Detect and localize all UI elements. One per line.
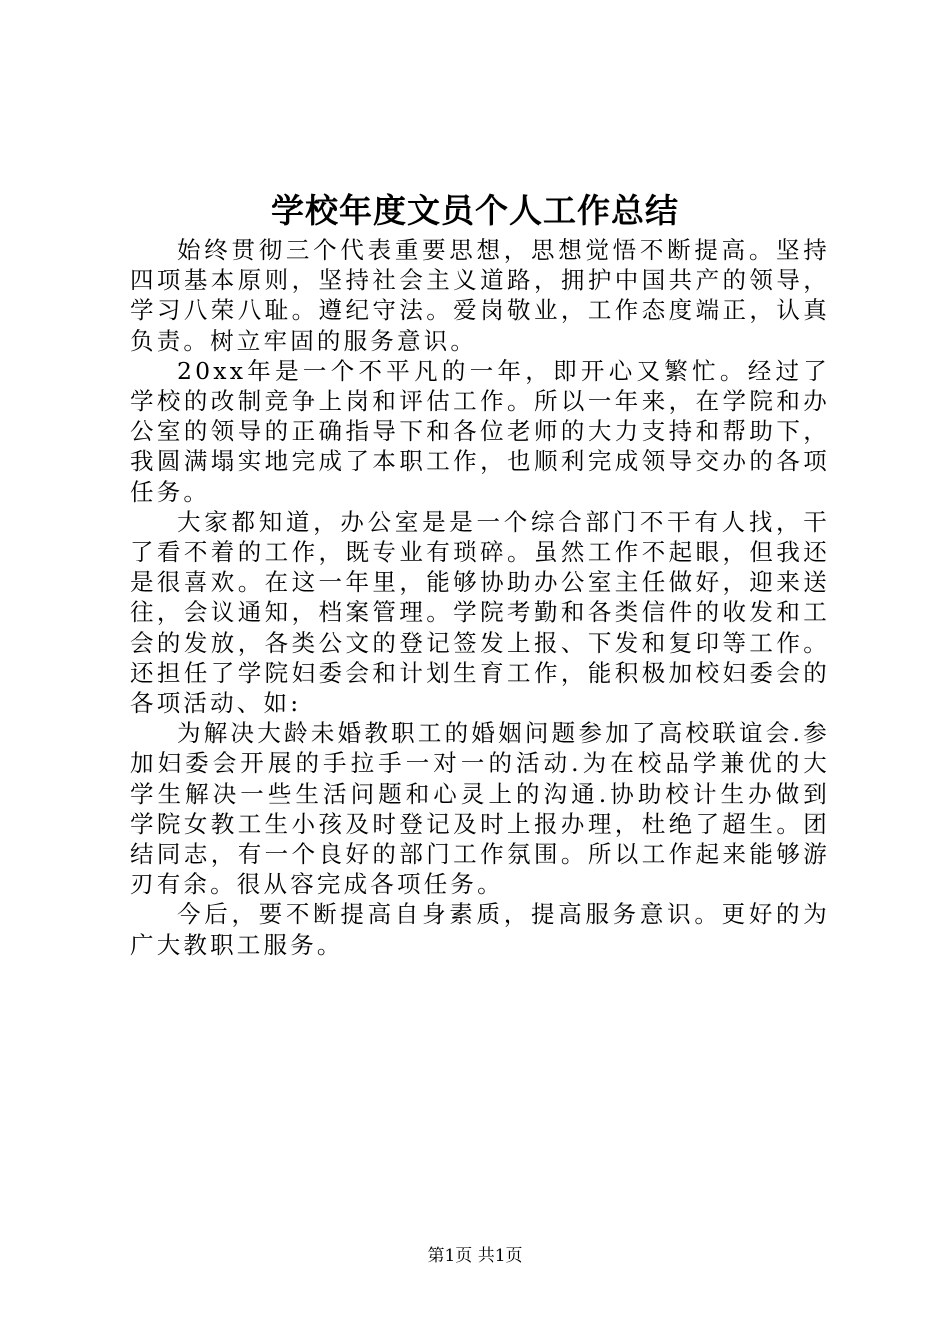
- page-footer: 第1页 共1页: [427, 1246, 523, 1266]
- document-title: 学校年度文员个人工作总结: [271, 191, 679, 230]
- paragraph-3: 大家都知道，办公室是是一个综合部门不干有人找，干了看不着的工作，既专业有琐碎。虽然工作不起眼，但我还是很喜欢。在这一年里，能够协助办公室主任做好，迎来送往，会议通知，档案管理。学院考勤和各类信件的收发和工会的发放，各类公文的登记签发上报、下发和复印等工作。还担任了学院妇委会和计划生育工作，能积极加校妇委会的各项活动、如:: [130, 507, 830, 718]
- paragraph-2: 20xx年是一个不平凡的一年，即开心又繁忙。经过了学校的改制竞争上岗和评估工作。所以一年来，在学院和办公室的领导的正确指导下和各位老师的大力支持和帮助下，我圆满塌实地完成了本职工作，也顺利完成领导交办的各项任务。: [130, 356, 830, 506]
- document-body: [130, 235, 830, 960]
- paragraph-5: 今后，要不断提高自身素质，提高服务意识。更好的为广大教职工服务。: [130, 900, 830, 959]
- paragraph-4: 为解决大龄未婚教职工的婚姻问题参加了高校联谊会.参加妇委会开展的手拉手一对一的活动.为在校品学兼优的大学生解决一些生活问题和心灵上的沟通.协助校计生办做到学院女教工生小孩及时登记及时上报办理，杜绝了超生。团结同志，有一个良好的部门工作氛围。所以工作起来能够游刃有余。很从容完成各项任务。: [130, 719, 830, 899]
- paragraph-1: 始终贯彻三个代表重要思想，思想觉悟不断提高。坚持四项基本原则，坚持社会主义道路，拥护中国共产的领导，学习八荣八耻。遵纪守法。爱岗敬业，工作态度端正，认真负责。树立牢固的服务意识。: [130, 236, 830, 355]
